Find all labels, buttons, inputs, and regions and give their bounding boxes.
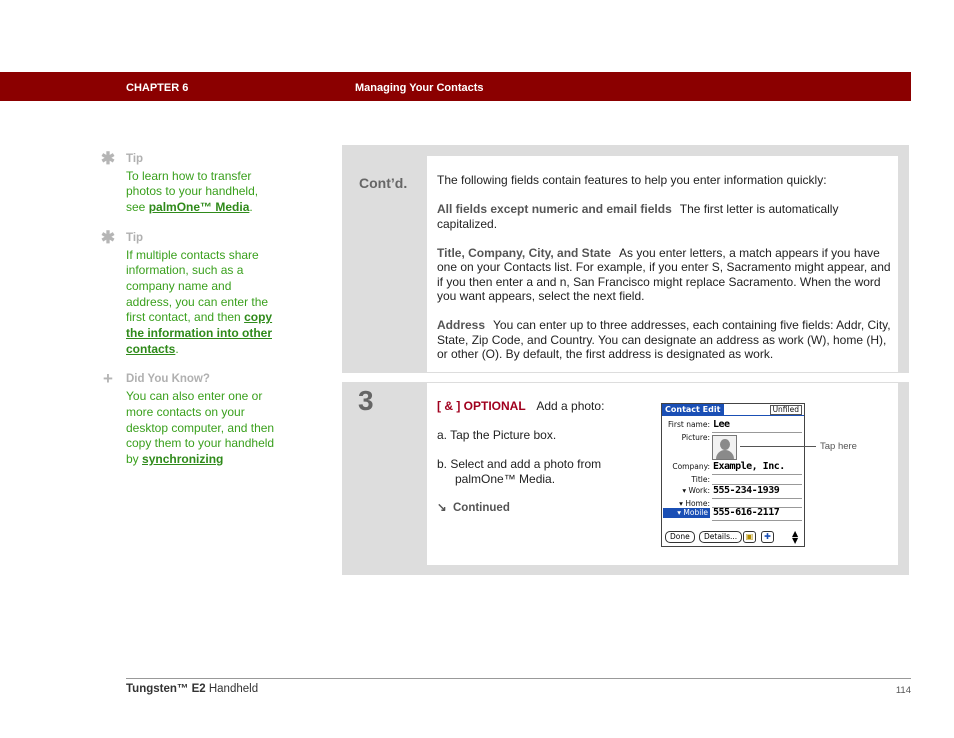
optional-label: OPTIONAL — [463, 399, 526, 413]
did-you-know-note — [100, 369, 280, 467]
note-heading: Tip — [126, 153, 144, 165]
title-label: Title: — [691, 475, 710, 484]
field-underline — [712, 432, 802, 433]
footer-product — [126, 683, 258, 695]
mobile-label[interactable]: ▾ Mobile — [663, 508, 710, 518]
work-label[interactable]: ▾ Work: — [682, 486, 710, 495]
continued-text: Continued — [453, 502, 510, 514]
work-phone-field[interactable]: 555-234-1939 — [713, 485, 780, 496]
picture-box[interactable] — [712, 435, 737, 460]
footer-rule — [126, 678, 911, 679]
chapter-label: CHAPTER 6 — [126, 82, 189, 94]
contact-edit-screen — [661, 403, 805, 547]
product-name: Tungsten™ E2 — [126, 683, 206, 695]
note-body — [126, 389, 274, 466]
field-desc: You can enter up to three addresses, each containing five fields: Addr, City, State, Zip Code, and Country. You can designate an address as work (W), home (H), or other (O). By default, the first address is designated as work. — [437, 318, 891, 361]
continued-label: Cont’d. — [359, 175, 408, 191]
add-icon[interactable]: ✚ — [761, 531, 774, 543]
scroll-arrows-icon[interactable] — [792, 530, 800, 544]
note-body — [126, 248, 272, 356]
optional-intro: Add a photo: — [536, 399, 605, 413]
tip-note — [100, 227, 280, 358]
chapter-title: Managing Your Contacts — [355, 82, 484, 94]
page-number: 114 — [895, 685, 911, 696]
palmone-media-link[interactable]: palmOne™ Media — [148, 200, 250, 215]
mobile-phone-field[interactable]: 555-616-2117 — [713, 507, 780, 518]
picture-label: Picture: — [681, 433, 710, 442]
callout-label: Tap here — [820, 441, 857, 452]
product-suffix: Handheld — [205, 683, 259, 695]
company-field[interactable]: Example, Inc. — [713, 461, 785, 472]
sidebar — [100, 149, 280, 483]
tip-note — [100, 149, 280, 216]
note-text: To learn how to transfer photos to your handheld, see — [126, 168, 259, 215]
copy-information-link[interactable]: copy the information into other contacts — [126, 310, 273, 356]
device-title: Contact Edit — [662, 404, 724, 415]
note-text: You can also enter one or more contacts on your desktop computer, and then copy them to your handheld by — [126, 389, 275, 466]
category-picker[interactable]: Unfiled — [770, 405, 802, 415]
note-heading: Tip — [126, 231, 144, 244]
field-term: All fields except numeric and email fields — [437, 202, 672, 216]
callout-leader-line — [740, 446, 816, 447]
section1-text — [437, 173, 892, 376]
step-b: b. Select and add a photo from palmOne™ Media. — [437, 457, 602, 486]
done-button[interactable]: Done — [665, 531, 695, 543]
continued-link[interactable] — [437, 501, 637, 516]
field-term: Title, Company, City, and State — [437, 245, 612, 260]
field-item — [437, 318, 892, 362]
note-text: If multiple contacts share information, such as a company name and address, you can enter the first contact, and then — [126, 247, 269, 325]
continued-arrow-icon: ↘ — [437, 502, 447, 514]
note-body — [126, 169, 258, 214]
optional-code: [ & ] — [437, 399, 461, 413]
synchronizing-link[interactable]: synchronizing — [142, 451, 224, 466]
note-text-end: . — [175, 341, 179, 356]
avatar-body — [716, 450, 734, 460]
note-heading: Did You Know? — [126, 373, 210, 386]
field-desc: The first letter is automatically capitalized. — [437, 202, 839, 231]
field-underline — [712, 474, 802, 475]
asterisk-icon: ✱ — [100, 149, 116, 168]
field-desc: As you enter letters, a match appears if you have one on your Contacts list. For example, if you enter S, Sacramento might appear, and if you then enter a and n, San Francisco might replace Sacramento. When the word you want appears, select the next field. — [437, 245, 891, 303]
field-term: Address — [437, 318, 486, 332]
field-item — [437, 202, 892, 231]
step-a: a. Tap the Picture box. — [437, 428, 557, 442]
asterisk-icon: ✱ — [100, 227, 116, 247]
company-label: Company: — [672, 462, 710, 471]
step-number: 3 — [358, 385, 374, 416]
avatar-head — [720, 439, 730, 450]
section2-text — [437, 399, 637, 516]
field-underline — [712, 520, 802, 521]
field-underline — [712, 498, 802, 499]
scroll-glyph: ▲▼ — [792, 529, 799, 545]
plus-icon: + — [103, 369, 113, 389]
note-icon[interactable]: ▣ — [743, 531, 756, 543]
first-name-label: First name: — [668, 420, 710, 429]
details-button[interactable]: Details... — [699, 531, 742, 543]
field-item — [437, 246, 892, 304]
first-name-field[interactable]: Lee — [713, 419, 730, 430]
optional-line — [437, 399, 637, 414]
home-label[interactable]: ▾ Home: — [679, 499, 710, 508]
section1-intro: The following fields contain features to help you enter information quickly: — [437, 173, 827, 187]
note-text-end: . — [249, 200, 253, 215]
